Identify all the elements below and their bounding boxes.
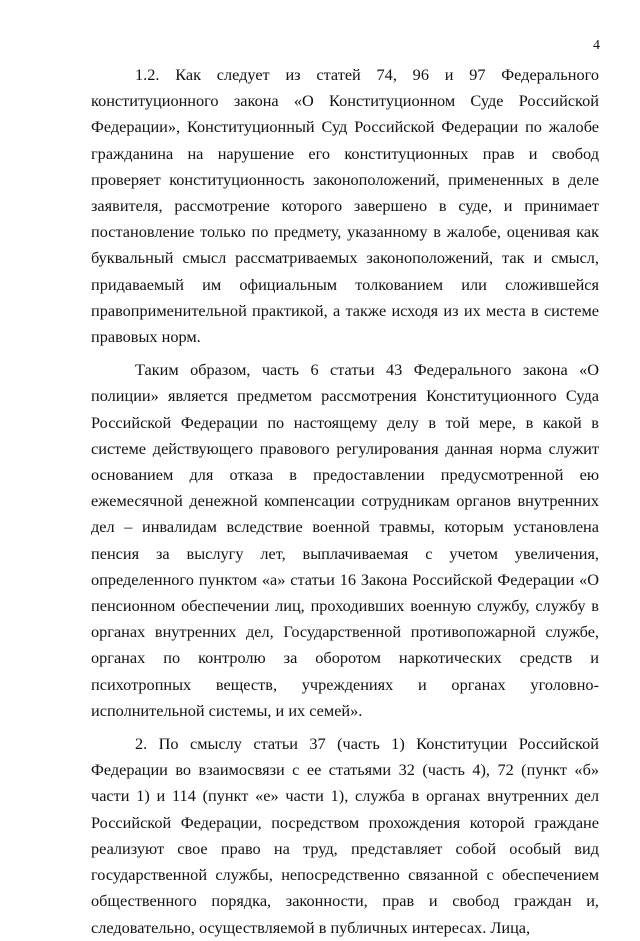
- paragraph-1-2: 1.2. Как следует из статей 74, 96 и 97 Федерального конституционного закона «О Конституционном Суде Российской Федерации», Конституционный Суд Российской Федерации по жалобе гражданина на нарушение его конституционных прав и свобод проверяет конституционность законоположений, примененных в деле заявителя, рассмотрение которого завершено в суде, и принимает постановление только по предмету, указанному в жалобе, оценивая как буквальный смысл рассматриваемых законоположений, так и смысл, придаваемый им официальным толкованием или сложившейся правоприменительной практикой, а также исходя из их места в системе правовых норм.: [91, 65, 599, 347]
- page-number: 4: [593, 38, 600, 53]
- paragraph-2: 2. По смыслу статьи 37 (часть 1) Конституции Российской Федерации во взаимосвязи с ее статьями 32 (часть 4), 72 (пункт «б» части 1) и 114 (пункт «е» части 1), служба в органах внутренних дел Российской Федерации, посредством прохождения которой граждане реализуют свое право на труд, представляет собой особый вид государственной службы, непосредственно связанной с обеспечением общественного порядка, законности, прав и свобод граждан и, следовательно, осуществляемой в публичных интересах. Лица,: [91, 734, 599, 937]
- document-body: [91, 62, 599, 941]
- paragraph-conclusion: Таким образом, часть 6 статьи 43 Федерального закона «О полиции» является предметом рассмотрения Конституционного Суда Российской Федерации по настоящему делу в той мере, в какой в системе действующего правового регулирования данная норма служит основанием для отказа в предоставлении предусмотренной ею ежемесячной денежной компенсации сотрудникам органов внутренних дел – инвалидам вследствие военной травмы, которым установлена пенсия за выслугу лет, выплачиваемая с учетом увеличения, определенного пунктом «а» статьи 16 Закона Российской Федерации «О пенсионном обеспечении лиц, проходивших военную службу, службу в органах внутренних дел, Государственной противопожарной службе, органах по контролю за оборотом наркотических средств и психотропных веществ, учреждениях и органах уголовно-исполнительной системы, и их семей».: [91, 360, 599, 720]
